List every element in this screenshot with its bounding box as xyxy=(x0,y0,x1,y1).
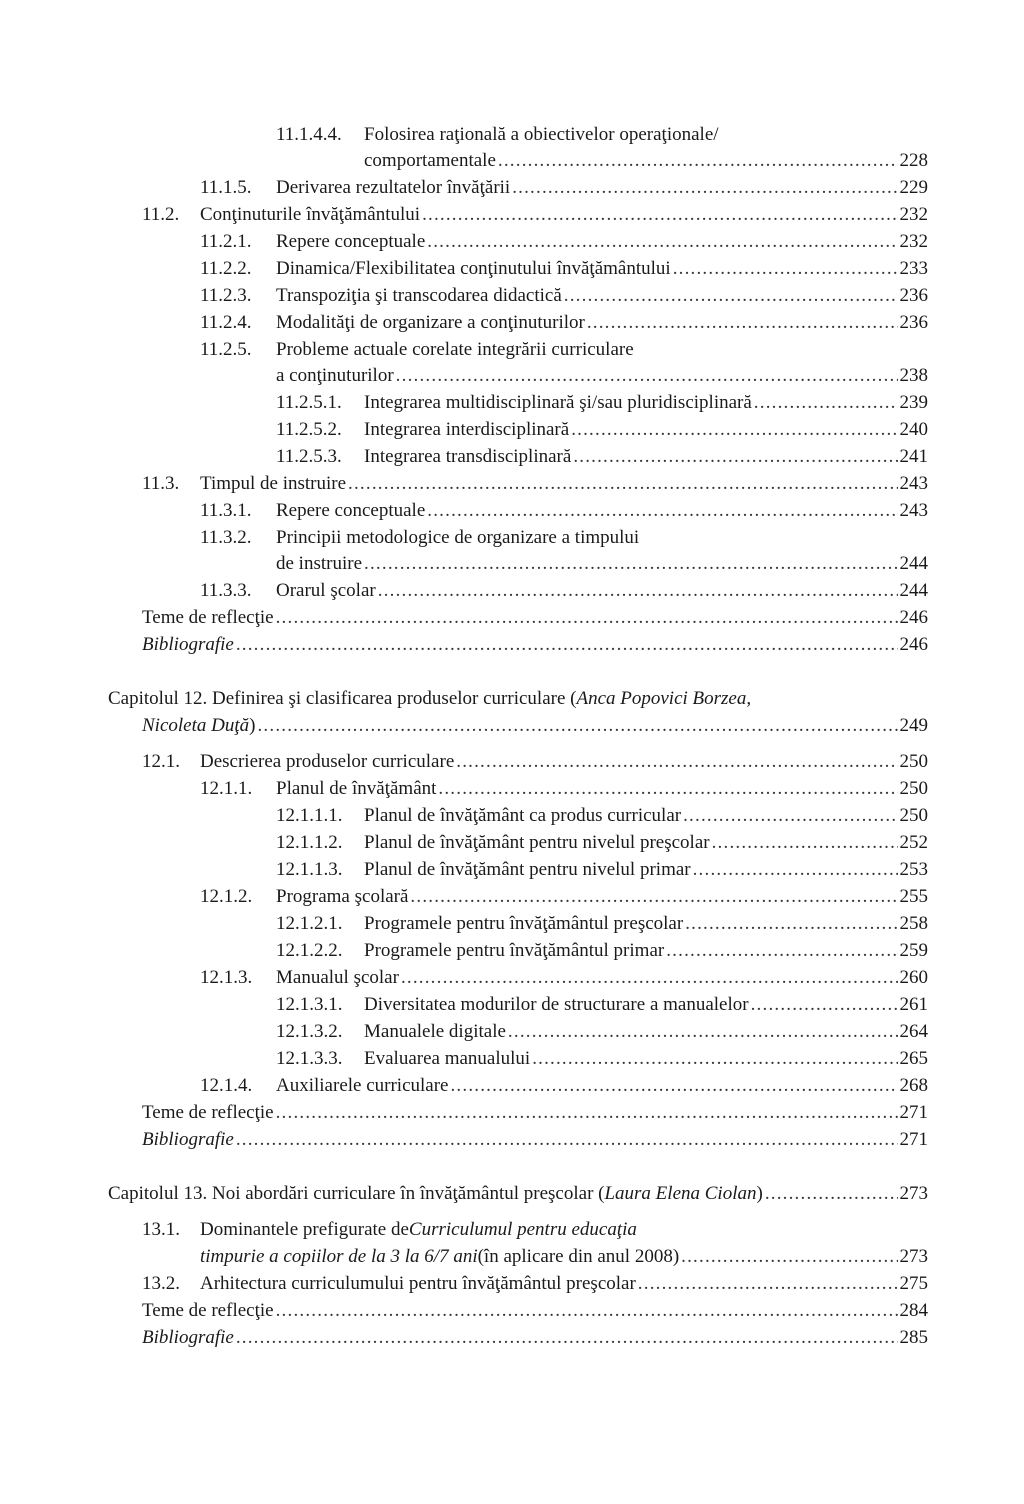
entry-page: 259 xyxy=(899,940,928,961)
entry-page: 275 xyxy=(899,1273,928,1294)
toc-entry xyxy=(276,937,928,964)
toc-entry xyxy=(276,802,928,829)
entry-page: 271 xyxy=(899,1129,928,1150)
dot-leader xyxy=(638,1270,898,1297)
toc-entry xyxy=(200,1243,928,1270)
entry-title: a conţinuturilor xyxy=(276,365,394,386)
entry-page: 236 xyxy=(899,312,928,333)
dot-leader xyxy=(276,604,898,631)
entry-page: 271 xyxy=(899,1102,928,1123)
toc-entry xyxy=(142,1099,928,1126)
toc-entry xyxy=(142,748,928,775)
entry-number: 11.2.5.1. xyxy=(276,392,342,413)
dot-leader xyxy=(364,550,897,577)
entry-page: 253 xyxy=(899,859,928,880)
chapter-author: Anca Popovici Borzea, xyxy=(576,688,752,709)
entry-title: Repere conceptuale xyxy=(276,500,426,521)
entry-number: 12.1.3.2. xyxy=(276,1021,343,1042)
entry-number: 11.2.1. xyxy=(200,231,252,252)
dot-leader xyxy=(427,497,897,524)
entry-title: Probleme actuale corelate integrării curriculare xyxy=(276,339,634,360)
dot-leader xyxy=(498,147,898,174)
entry-number: 12.1.3. xyxy=(200,967,253,988)
dot-leader xyxy=(512,174,897,201)
dot-leader xyxy=(257,712,897,739)
entry-number: 11.2.5.2. xyxy=(276,419,342,440)
chapter-title: Capitolul 12. Definirea şi clasificarea produselor curriculare ( xyxy=(108,688,577,709)
toc-entry xyxy=(276,389,928,416)
entry-number: 12.1.2.1. xyxy=(276,913,343,934)
toc-entry xyxy=(276,1018,928,1045)
chapter-heading xyxy=(108,685,928,712)
entry-title: Evaluarea manualului xyxy=(364,1048,531,1069)
entry-title: Bibliografie xyxy=(142,1327,234,1348)
dot-leader xyxy=(396,362,898,389)
entry-page: 265 xyxy=(899,1048,928,1069)
entry-page: 273 xyxy=(899,1183,928,1204)
toc-entry xyxy=(142,604,928,631)
entry-title: Descrierea produselor curriculare xyxy=(200,751,455,772)
entry-number: 11.2.2. xyxy=(200,258,252,279)
entry-page: 232 xyxy=(899,204,928,225)
entry-number: 12.1.4. xyxy=(200,1075,253,1096)
dot-leader xyxy=(236,1324,898,1351)
dot-leader xyxy=(508,1018,898,1045)
entry-page: 246 xyxy=(899,634,928,655)
toc-entry xyxy=(200,309,928,336)
entry-title: Auxiliarele curriculare xyxy=(276,1075,449,1096)
dot-leader xyxy=(456,748,897,775)
toc-entry xyxy=(200,1072,928,1099)
entry-number: 11.1.4.4. xyxy=(276,124,342,145)
entry-title: Manualul şcolar xyxy=(276,967,399,988)
dot-leader xyxy=(751,991,898,1018)
toc-entry xyxy=(200,964,928,991)
entry-page: 268 xyxy=(899,1075,928,1096)
entry-number: 12.1.1.3. xyxy=(276,859,343,880)
entry-title: de instruire xyxy=(276,553,363,574)
entry-number: 12.1.3.1. xyxy=(276,994,343,1015)
toc-entry xyxy=(200,524,928,551)
entry-page: 261 xyxy=(899,994,928,1015)
entry-number: 12.1. xyxy=(142,751,180,772)
entry-title: Diversitatea modurilor de structurare a manualelor xyxy=(364,994,749,1015)
entry-number: 11.2.5.3. xyxy=(276,446,342,467)
dot-leader xyxy=(765,1180,898,1207)
dot-leader xyxy=(712,829,898,856)
entry-title: Dinamica/Flexibilitatea conţinutului învăţământului xyxy=(276,258,671,279)
entry-page: 236 xyxy=(899,285,928,306)
toc-entry xyxy=(200,336,928,363)
entry-page: 246 xyxy=(899,607,928,628)
toc-entry xyxy=(142,1324,928,1351)
toc-entry xyxy=(276,1045,928,1072)
chapter-author: Laura Elena Ciolan xyxy=(604,1183,757,1204)
entry-title: Repere conceptuale xyxy=(276,231,426,252)
entry-page: 243 xyxy=(899,473,928,494)
entry-title: Folosirea raţională a obiectivelor operaţionale/ xyxy=(364,124,719,145)
chapter-heading xyxy=(108,1180,928,1207)
entry-title: Programa şcolară xyxy=(276,886,409,907)
entry-title: Conţinuturile învăţământului xyxy=(200,204,421,225)
entry-number: 11.2. xyxy=(142,204,180,225)
chapter-title: Capitolul 13. Noi abordări curriculare în învăţământul preşcolar ( xyxy=(108,1183,605,1204)
entry-title: Integrarea interdisciplinară xyxy=(364,419,570,440)
chapter-title-end: ) xyxy=(249,715,256,736)
entry-number: 13.2. xyxy=(142,1273,180,1294)
entry-title: Dominantele prefigurate de xyxy=(200,1219,409,1240)
entry-title: Transpoziţia şi transcodarea didactică xyxy=(276,285,562,306)
toc-entry xyxy=(142,1297,928,1324)
entry-title: Planul de învăţământ pentru nivelul preşcolar xyxy=(364,832,710,853)
entry-number: 11.3.2. xyxy=(200,527,252,548)
dot-leader xyxy=(276,1297,898,1324)
toc-entry xyxy=(276,910,928,937)
entry-title: Teme de reflecţie xyxy=(142,607,274,628)
entry-title: Integrarea multidisciplinară şi/sau pluridisciplinară xyxy=(364,392,752,413)
entry-title: Timpul de instruire xyxy=(200,473,347,494)
toc-entry xyxy=(142,1216,928,1243)
entry-title: Principii metodologice de organizare a timpului xyxy=(276,527,640,548)
entry-number: 11.2.5. xyxy=(200,339,252,360)
dot-leader xyxy=(573,443,897,470)
toc-entry xyxy=(276,856,928,883)
entry-page: 255 xyxy=(899,886,928,907)
entry-number: 12.1.2.2. xyxy=(276,940,343,961)
entry-page: 244 xyxy=(899,580,928,601)
toc-entry xyxy=(276,362,928,389)
toc-entry xyxy=(142,1270,928,1297)
toc-entry xyxy=(276,443,928,470)
toc-entry xyxy=(200,174,928,201)
toc-entry xyxy=(276,121,928,148)
dot-leader xyxy=(532,1045,897,1072)
entry-page: 239 xyxy=(899,392,928,413)
entry-number: 12.1.1.1. xyxy=(276,805,343,826)
entry-page: 232 xyxy=(899,231,928,252)
toc-entry xyxy=(200,775,928,802)
entry-page: 241 xyxy=(899,446,928,467)
entry-page: 229 xyxy=(899,177,928,198)
entry-title: Integrarea transdisciplinară xyxy=(364,446,572,467)
entry-number: 11.3.3. xyxy=(200,580,252,601)
entry-page: 250 xyxy=(899,751,928,772)
dot-leader xyxy=(378,577,898,604)
dot-leader xyxy=(685,910,897,937)
entry-number: 11.2.3. xyxy=(200,285,252,306)
toc-entry xyxy=(276,416,928,443)
entry-page: 260 xyxy=(899,967,928,988)
dot-leader xyxy=(401,964,898,991)
toc-entry xyxy=(142,631,928,658)
entry-title: Orarul şcolar xyxy=(276,580,376,601)
entry-page: 244 xyxy=(899,553,928,574)
toc-entry xyxy=(200,883,928,910)
toc-entry xyxy=(200,228,928,255)
entry-page: 249 xyxy=(899,715,928,736)
toc-entry xyxy=(142,1126,928,1153)
entry-page: 258 xyxy=(899,913,928,934)
dot-leader xyxy=(683,802,897,829)
entry-number: 12.1.2. xyxy=(200,886,253,907)
entry-page: 285 xyxy=(899,1327,928,1348)
dot-leader xyxy=(236,631,898,658)
entry-title: Teme de reflecţie xyxy=(142,1102,274,1123)
chapter-title-end: ) xyxy=(756,1183,763,1204)
entry-title-italic: Curriculumul pentru educaţia xyxy=(408,1219,637,1240)
entry-title: Bibliografie xyxy=(142,1129,234,1150)
chapter-author: Nicoleta Duţă xyxy=(142,715,250,736)
toc-entry xyxy=(200,255,928,282)
dot-leader xyxy=(422,201,897,228)
dot-leader xyxy=(427,228,897,255)
entry-page: 228 xyxy=(899,150,928,171)
entry-title: Manualele digitale xyxy=(364,1021,506,1042)
entry-page: 284 xyxy=(899,1300,928,1321)
toc-entry xyxy=(276,991,928,1018)
entry-number: 11.3.1. xyxy=(200,500,252,521)
entry-title-italic: timpurie a copiilor de la 3 la 6/7 ani xyxy=(200,1246,478,1267)
toc-entry xyxy=(276,829,928,856)
dot-leader xyxy=(673,255,898,282)
toc-entry xyxy=(142,470,928,497)
entry-title: Modalităţi de organizare a conţinuturilor xyxy=(276,312,585,333)
dot-leader xyxy=(236,1126,898,1153)
toc-entry xyxy=(200,577,928,604)
entry-number: 11.3. xyxy=(142,473,180,494)
entry-title: Bibliografie xyxy=(142,634,234,655)
entry-title: (în aplicare din anul 2008) xyxy=(477,1246,680,1267)
entry-title: Planul de învăţământ ca produs curricular xyxy=(364,805,682,826)
entry-title: Derivarea rezultatelor învăţării xyxy=(276,177,511,198)
dot-leader xyxy=(276,1099,898,1126)
dot-leader xyxy=(693,856,898,883)
dot-leader xyxy=(571,416,897,443)
dot-leader xyxy=(564,282,898,309)
entry-page: 264 xyxy=(899,1021,928,1042)
entry-number: 11.1.5. xyxy=(200,177,252,198)
toc-entry xyxy=(200,497,928,524)
dot-leader xyxy=(754,389,898,416)
toc-entry xyxy=(200,282,928,309)
dot-leader xyxy=(348,470,897,497)
dot-leader xyxy=(410,883,897,910)
entry-number: 12.1.1.2. xyxy=(276,832,343,853)
entry-page: 238 xyxy=(899,365,928,386)
entry-title: comportamentale xyxy=(364,150,496,171)
chapter-heading xyxy=(142,712,928,739)
entry-page: 273 xyxy=(899,1246,928,1267)
dot-leader xyxy=(681,1243,897,1270)
entry-number: 13.1. xyxy=(142,1219,180,1240)
dot-leader xyxy=(666,937,897,964)
entry-page: 243 xyxy=(899,500,928,521)
entry-title: Planul de învăţământ xyxy=(276,778,437,799)
toc-entry xyxy=(142,201,928,228)
entry-title: Teme de reflecţie xyxy=(142,1300,274,1321)
entry-page: 250 xyxy=(899,778,928,799)
dot-leader xyxy=(587,309,898,336)
entry-number: 11.2.4. xyxy=(200,312,252,333)
dot-leader xyxy=(450,1072,897,1099)
entry-number: 12.1.3.3. xyxy=(276,1048,343,1069)
toc-entry xyxy=(276,550,928,577)
entry-page: 252 xyxy=(899,832,928,853)
dot-leader xyxy=(438,775,897,802)
entry-title: Arhitectura curriculumului pentru învăţământul preşcolar xyxy=(200,1273,636,1294)
entry-title: Programele pentru învăţământul preşcolar xyxy=(364,913,684,934)
entry-title: Planul de învăţământ pentru nivelul primar xyxy=(364,859,691,880)
toc-entry xyxy=(364,147,928,174)
entry-page: 240 xyxy=(899,419,928,440)
entry-page: 250 xyxy=(899,805,928,826)
entry-title: Programele pentru învăţământul primar xyxy=(364,940,665,961)
entry-number: 12.1.1. xyxy=(200,778,253,799)
entry-page: 233 xyxy=(899,258,928,279)
